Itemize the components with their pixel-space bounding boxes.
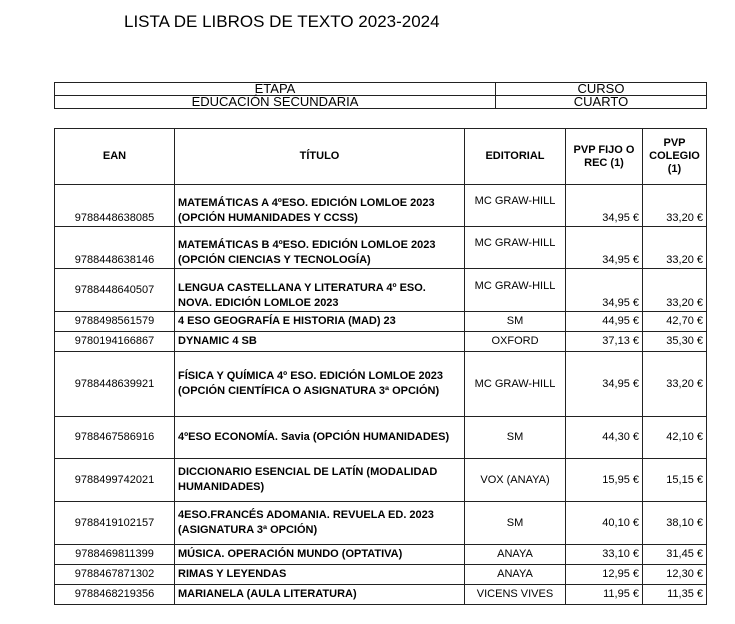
pvp-colegio-cell: 33,20 €	[643, 269, 707, 312]
pvp-colegio-cell: 42,70 €	[643, 312, 707, 332]
ean-cell: 9788448638146	[55, 227, 175, 269]
table-header-row	[55, 129, 707, 185]
books-table	[54, 128, 707, 605]
ean-cell: 9788468219356	[55, 585, 175, 605]
table-row	[55, 502, 707, 545]
pvp-cell: 44,95 €	[566, 312, 643, 332]
ean-cell: 9788469811399	[55, 545, 175, 565]
editorial-cell: VICENS VIVES	[465, 585, 566, 605]
table-row	[55, 227, 707, 269]
col-header-title: TÍTULO	[175, 129, 465, 185]
table-row	[55, 585, 707, 605]
pvp-cell: 40,10 €	[566, 502, 643, 545]
editorial-cell: SM	[465, 312, 566, 332]
pvp-cell: 33,10 €	[566, 545, 643, 565]
pvp-colegio-cell: 33,20 €	[643, 227, 707, 269]
title-cell: 4ESO.FRANCÉS ADOMANIA. REVUELA ED. 2023 (ASIGNATURA 3ª OPCIÓN)	[175, 502, 465, 545]
title-cell: 4 ESO GEOGRAFÍA E HISTORIA (MAD) 23	[175, 312, 465, 332]
title-cell: MATEMÁTICAS B 4ºESO. EDICIÓN LOMLOE 2023 (OPCIÓN CIENCIAS Y TECNOLOGÍA)	[175, 227, 465, 269]
pvp-cell: 12,95 €	[566, 565, 643, 585]
editorial-cell: VOX (ANAYA)	[465, 459, 566, 502]
editorial-cell: MC GRAW-HILL	[465, 269, 566, 312]
title-cell: FÍSICA Y QUÍMICA 4º ESO. EDICIÓN LOMLOE 2023 (OPCIÓN CIENTÍFICA O ASIGNATURA 3ª OPCIÓN)	[175, 352, 465, 417]
col-header-ean: EAN	[55, 129, 175, 185]
ean-cell: 9788499742021	[55, 459, 175, 502]
pvp-colegio-cell: 42,10 €	[643, 417, 707, 459]
title-cell: MATEMÁTICAS A 4ºESO. EDICIÓN LOMLOE 2023 (OPCIÓN HUMANIDADES Y CCSS)	[175, 185, 465, 227]
table-row	[55, 565, 707, 585]
title-cell: RIMAS Y LEYENDAS	[175, 565, 465, 585]
table-row	[55, 352, 707, 417]
table-row	[55, 269, 707, 312]
etapa-value: EDUCACIÓN SECUNDARIA	[55, 96, 496, 109]
title-cell: MARIANELA (AULA LITERATURA)	[175, 585, 465, 605]
table-row	[55, 185, 707, 227]
ean-cell: 9788498561579	[55, 312, 175, 332]
pvp-colegio-cell: 12,30 €	[643, 565, 707, 585]
ean-cell: 9788448639921	[55, 352, 175, 417]
ean-cell: 9780194166867	[55, 332, 175, 352]
pvp-cell: 37,13 €	[566, 332, 643, 352]
ean-cell: 9788467586916	[55, 417, 175, 459]
info-value-row	[55, 96, 707, 109]
editorial-cell: MC GRAW-HILL	[465, 352, 566, 417]
pvp-colegio-cell: 11,35 €	[643, 585, 707, 605]
editorial-cell: MC GRAW-HILL	[465, 185, 566, 227]
ean-cell: 9788448638085	[55, 185, 175, 227]
curso-value: CUARTO	[496, 96, 707, 109]
pvp-colegio-cell: 33,20 €	[643, 352, 707, 417]
editorial-cell: ANAYA	[465, 565, 566, 585]
col-header-pvp-colegio: PVP COLEGIO (1)	[643, 129, 707, 185]
pvp-cell: 44,30 €	[566, 417, 643, 459]
editorial-cell: SM	[465, 502, 566, 545]
curso-header: CURSO	[496, 83, 707, 96]
pvp-cell: 15,95 €	[566, 459, 643, 502]
pvp-colegio-cell: 33,20 €	[643, 185, 707, 227]
table-row	[55, 417, 707, 459]
pvp-cell: 34,95 €	[566, 185, 643, 227]
editorial-cell: ANAYA	[465, 545, 566, 565]
table-row	[55, 545, 707, 565]
title-cell: DYNAMIC 4 SB	[175, 332, 465, 352]
etapa-header: ETAPA	[55, 83, 496, 96]
title-cell: 4ºESO ECONOMÍA. Savia (OPCIÓN HUMANIDADES)	[175, 417, 465, 459]
pvp-cell: 34,95 €	[566, 227, 643, 269]
pvp-colegio-cell: 15,15 €	[643, 459, 707, 502]
title-cell: MÚSICA. OPERACIÓN MUNDO (OPTATIVA)	[175, 545, 465, 565]
editorial-cell: MC GRAW-HILL	[465, 227, 566, 269]
ean-cell: 9788448640507	[55, 269, 175, 312]
pvp-colegio-cell: 38,10 €	[643, 502, 707, 545]
pvp-colegio-cell: 31,45 €	[643, 545, 707, 565]
pvp-colegio-cell: 35,30 €	[643, 332, 707, 352]
info-table	[54, 82, 707, 109]
table-row	[55, 312, 707, 332]
ean-cell: 9788467871302	[55, 565, 175, 585]
editorial-cell: SM	[465, 417, 566, 459]
col-header-pvp: PVP FIJO O REC (1)	[566, 129, 643, 185]
table-row	[55, 332, 707, 352]
title-cell: LENGUA CASTELLANA Y LITERATURA 4º ESO. NOVA. EDICIÓN LOMLOE 2023	[175, 269, 465, 312]
table-row	[55, 459, 707, 502]
title-cell: DICCIONARIO ESENCIAL DE LATÍN (MODALIDAD HUMANIDADES)	[175, 459, 465, 502]
pvp-cell: 34,95 €	[566, 352, 643, 417]
page-title: LISTA DE LIBROS DE TEXTO 2023-2024	[124, 12, 440, 31]
col-header-editorial: EDITORIAL	[465, 129, 566, 185]
pvp-cell: 11,95 €	[566, 585, 643, 605]
pvp-cell: 34,95 €	[566, 269, 643, 312]
editorial-cell: OXFORD	[465, 332, 566, 352]
ean-cell: 9788419102157	[55, 502, 175, 545]
